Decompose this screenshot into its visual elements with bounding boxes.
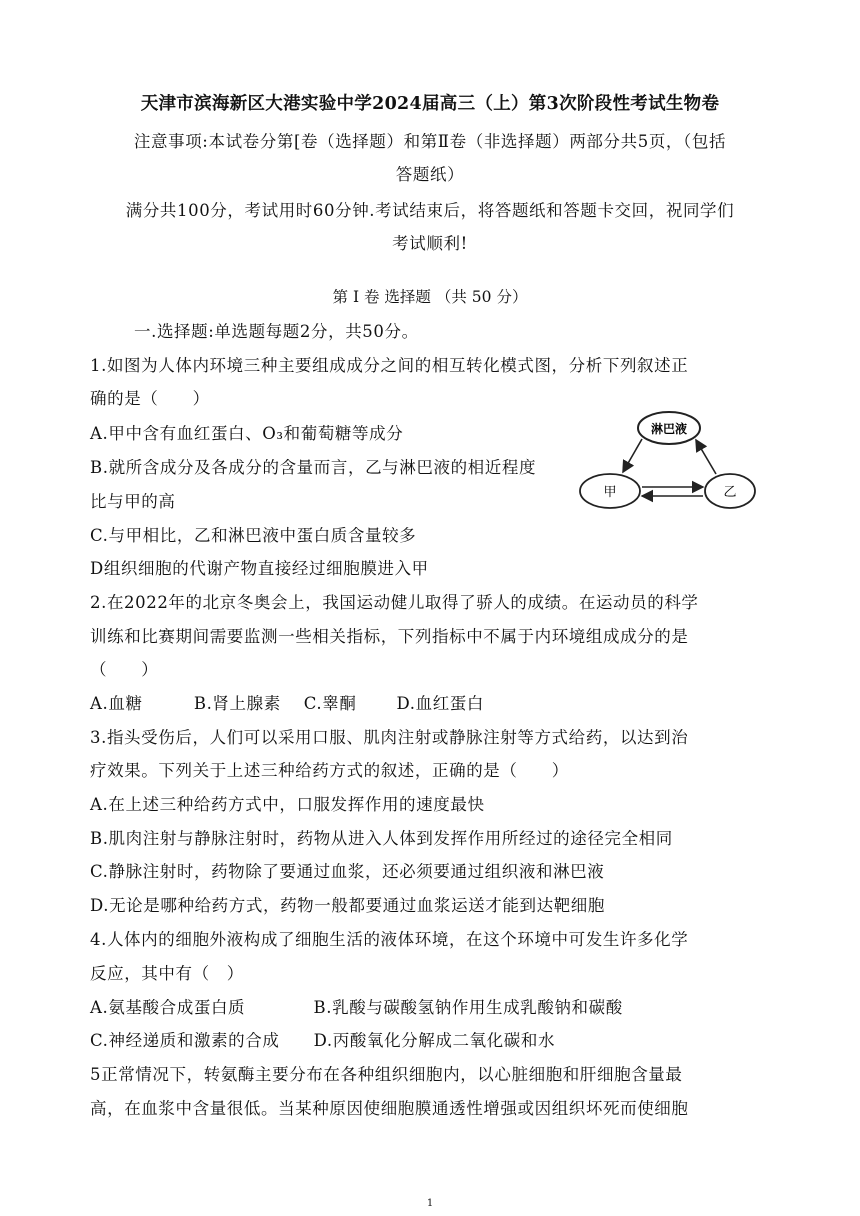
q4-stem-line-2: 反应，其中有（ ） [90, 964, 244, 983]
q3-option-b: B.肌肉注射与静脉注射时，药物从进入人体到发挥作用所经过的途径完全相同 [90, 829, 673, 848]
notice-line-2: 答题纸） [395, 165, 465, 184]
exam-title: 天津市滨海新区大港实验中学2024届高三（上）第3次阶段性考试生物卷 [140, 94, 720, 114]
q3-option-a: A.在上述三种给药方式中，口服发挥作用的速度最快 [90, 795, 485, 814]
q5-stem-line-1: 5正常情况下，转氨酶主要分布在各种组织细胞内，以心脏细胞和肝细胞含量最 [90, 1065, 683, 1084]
q1-option-a: A.甲中含有血红蛋白、O₃和葡萄糖等成分 [90, 424, 404, 443]
page-number: 1 [426, 1198, 434, 1209]
q1-option-d: D组织细胞的代谢产物直接经过细胞膜进入甲 [90, 559, 429, 578]
q2-stem-line-3: （ ） [90, 660, 159, 679]
q2-stem-line-2: 训练和比赛期间需要监测一些相关指标，下列指标中不属于内环境组成成分的是 [90, 627, 689, 646]
notice-line-3: 满分共100分，考试用时60分钟.考试结束后，将答题纸和答题卡交回，祝同学们 [125, 201, 735, 220]
arrow-yi-to-lymph [696, 440, 716, 474]
body-fluid-diagram [578, 406, 760, 514]
q3-option-c: C.静脉注射时，药物除了要通过血浆，还必须要通过组织液和淋巴液 [90, 862, 605, 881]
section-instruction: 一.选择题:单选题每题2分，共50分。 [134, 322, 419, 341]
q1-stem-line-1: 1.如图为人体内环境三种主要组成成分之间的相互转化模式图，分析下列叙述正 [90, 356, 689, 375]
q4-options-ab: A.氨基酸合成蛋白质 B.乳酸与碳酸氢钠作用生成乳酸钠和碳酸 [90, 998, 623, 1017]
node-jia-label: 甲 [603, 485, 617, 500]
node-yi-label: 乙 [723, 485, 737, 500]
section-title: 第 I 卷 选择题 （共 50 分） [332, 288, 528, 306]
q4-stem-line-1: 4.人体内的细胞外液构成了细胞生活的液体环境，在这个环境中可发生许多化学 [90, 930, 689, 949]
q1-option-b-line-1: B.就所含成分及各成分的含量而言，乙与淋巴液的相近程度 [90, 458, 537, 477]
notice-line-1: 注意事项:本试卷分第[卷（选择题）和第Ⅱ卷（非选择题）两部分共5页，（包括 [133, 132, 727, 151]
lymph-node-label: 淋巴液 [650, 422, 688, 436]
q1-option-c: C.与甲相比，乙和淋巴液中蛋白质含量较多 [90, 526, 417, 545]
q5-stem-line-2: 高，在血浆中含量很低。当某种原因使细胞膜通透性增强或因组织坏死而使细胞 [90, 1099, 689, 1118]
notice-line-4: 考试顺利! [392, 234, 468, 253]
arrow-lymph-to-jia [623, 439, 642, 472]
q2-stem-line-1: 2.在2022年的北京冬奥会上，我国运动健儿取得了骄人的成绩。在运动员的科学 [90, 593, 699, 612]
q1-stem-line-2: 确的是（ ） [90, 389, 210, 408]
q4-options-cd: C.神经递质和激素的合成 D.丙酸氧化分解成二氧化碳和水 [90, 1031, 556, 1050]
q3-option-d: D.无论是哪种给药方式，药物一般都要通过血浆运送才能到达靶细胞 [90, 896, 605, 915]
q1-option-b-line-2: 比与甲的高 [90, 492, 176, 511]
q3-stem-line-2: 疗效果。下列关于上述三种给药方式的叙述，正确的是（ ） [90, 761, 569, 780]
q2-options: A.血糖 B.肾上腺素 C.睾酮 D.血红蛋白 [90, 694, 484, 713]
q3-stem-line-1: 3.指头受伤后，人们可以采用口服、肌肉注射或静脉注射等方式给药，以达到治 [90, 728, 689, 747]
